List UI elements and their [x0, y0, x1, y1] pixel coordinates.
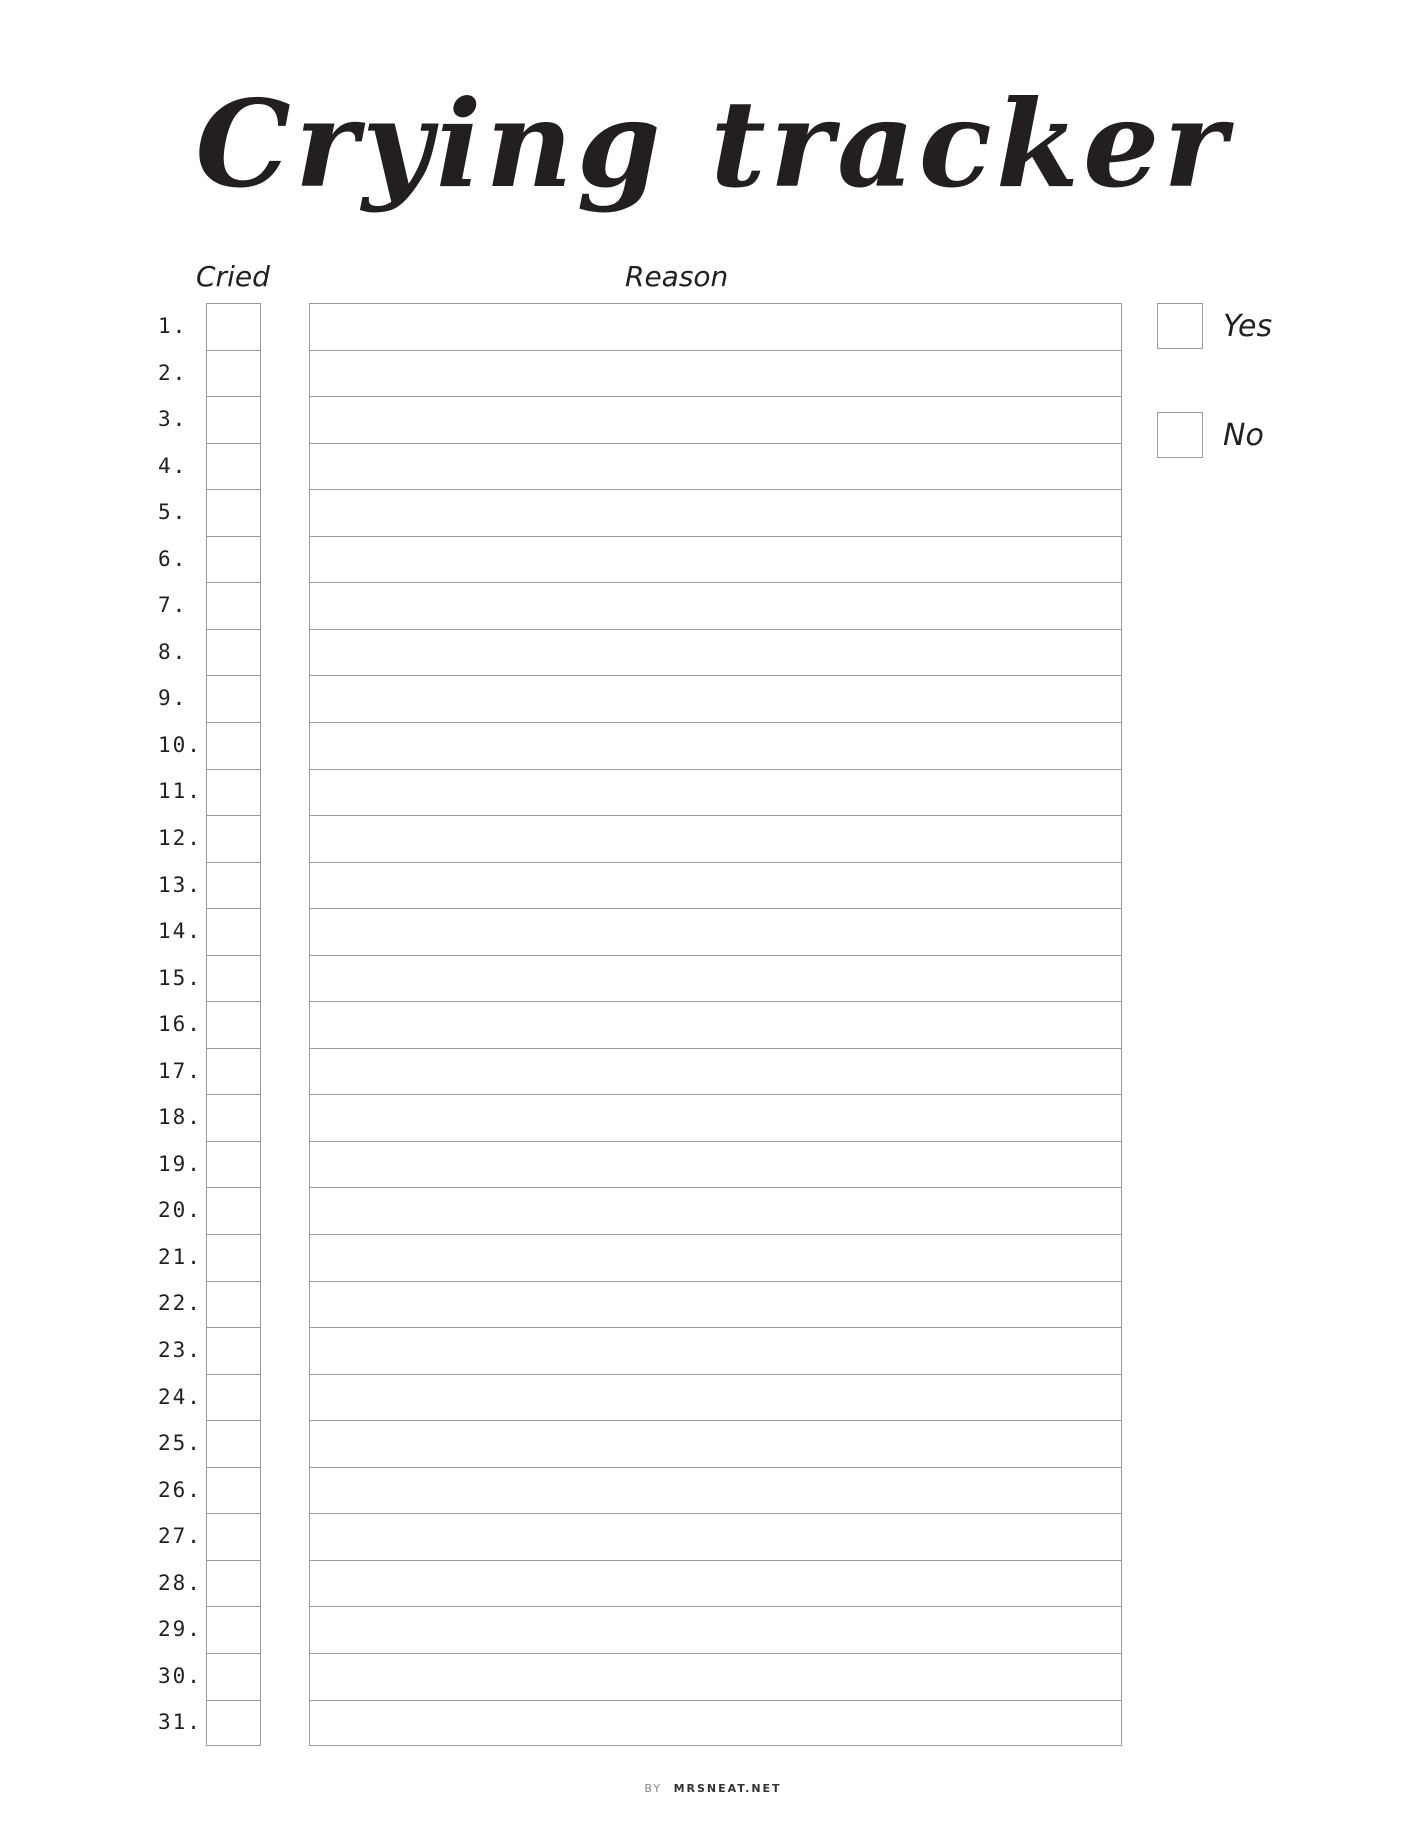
footer-by: BY	[644, 1782, 663, 1795]
reason-column-header: Reason	[625, 260, 729, 293]
table-row	[0, 1234, 1426, 1281]
row-numbers	[0, 303, 1426, 1746]
row-number: 12.	[158, 826, 202, 851]
cried-column-header: Cried	[196, 260, 270, 293]
table-row	[0, 908, 1426, 955]
row-number: 28.	[158, 1570, 202, 1595]
table-row	[0, 1327, 1426, 1374]
row-number: 11.	[158, 779, 202, 804]
row-number: 14.	[158, 919, 202, 944]
table-row	[0, 489, 1426, 536]
row-number: 30.	[158, 1663, 202, 1688]
table-row	[0, 1094, 1426, 1141]
table-row	[0, 1467, 1426, 1514]
table-row	[0, 1606, 1426, 1653]
row-number: 7.	[158, 593, 188, 618]
row-number: 21.	[158, 1244, 202, 1269]
row-number: 24.	[158, 1384, 202, 1409]
row-number: 6.	[158, 546, 188, 571]
row-number: 10.	[158, 732, 202, 757]
table-row	[0, 862, 1426, 909]
table-row	[0, 1048, 1426, 1095]
footer-credit	[0, 1782, 1426, 1795]
legend-yes	[1157, 303, 1357, 353]
row-number: 8.	[158, 639, 188, 664]
row-number: 29.	[158, 1617, 202, 1642]
table-row	[0, 815, 1426, 862]
table-row	[0, 629, 1426, 676]
row-number: 31.	[158, 1710, 202, 1735]
row-number: 2.	[158, 360, 188, 385]
row-number: 9.	[158, 686, 188, 711]
row-number: 1.	[158, 314, 188, 338]
table-row	[0, 1374, 1426, 1421]
legend-no	[1157, 412, 1357, 462]
row-number: 27.	[158, 1524, 202, 1549]
row-number: 5.	[158, 500, 188, 525]
legend-no-label: No	[1223, 418, 1264, 453]
table-row	[0, 675, 1426, 722]
table-row	[0, 955, 1426, 1002]
table-row	[0, 582, 1426, 629]
row-number: 13.	[158, 872, 202, 897]
table-row	[0, 1420, 1426, 1467]
table-row	[0, 350, 1426, 397]
table-row	[0, 1560, 1426, 1607]
row-number: 18.	[158, 1105, 202, 1130]
table-row	[0, 1280, 1426, 1327]
table-row	[0, 1001, 1426, 1048]
table-row	[0, 1699, 1426, 1746]
row-number: 22.	[158, 1291, 202, 1316]
page-title: Crying tracker	[195, 74, 1231, 215]
row-number: 19.	[158, 1151, 202, 1176]
table-row	[0, 1653, 1426, 1700]
table-row	[0, 536, 1426, 583]
table-row	[0, 1513, 1426, 1560]
row-number: 23.	[158, 1338, 202, 1363]
row-number: 20.	[158, 1198, 202, 1223]
legend-yes-checkbox[interactable]	[1157, 303, 1203, 349]
row-number: 3.	[158, 407, 188, 432]
table-row	[0, 768, 1426, 815]
table-row	[0, 1141, 1426, 1188]
row-number: 26.	[158, 1477, 202, 1502]
legend-no-checkbox[interactable]	[1157, 412, 1203, 458]
row-number: 4.	[158, 453, 188, 478]
row-number: 17.	[158, 1058, 202, 1083]
footer-site: MRSNEAT.NET	[673, 1782, 782, 1795]
table-row	[0, 1187, 1426, 1234]
row-number: 25.	[158, 1431, 202, 1456]
row-number: 16.	[158, 1012, 202, 1037]
table-row	[0, 722, 1426, 769]
row-number: 15.	[158, 965, 202, 990]
legend-yes-label: Yes	[1223, 309, 1273, 344]
